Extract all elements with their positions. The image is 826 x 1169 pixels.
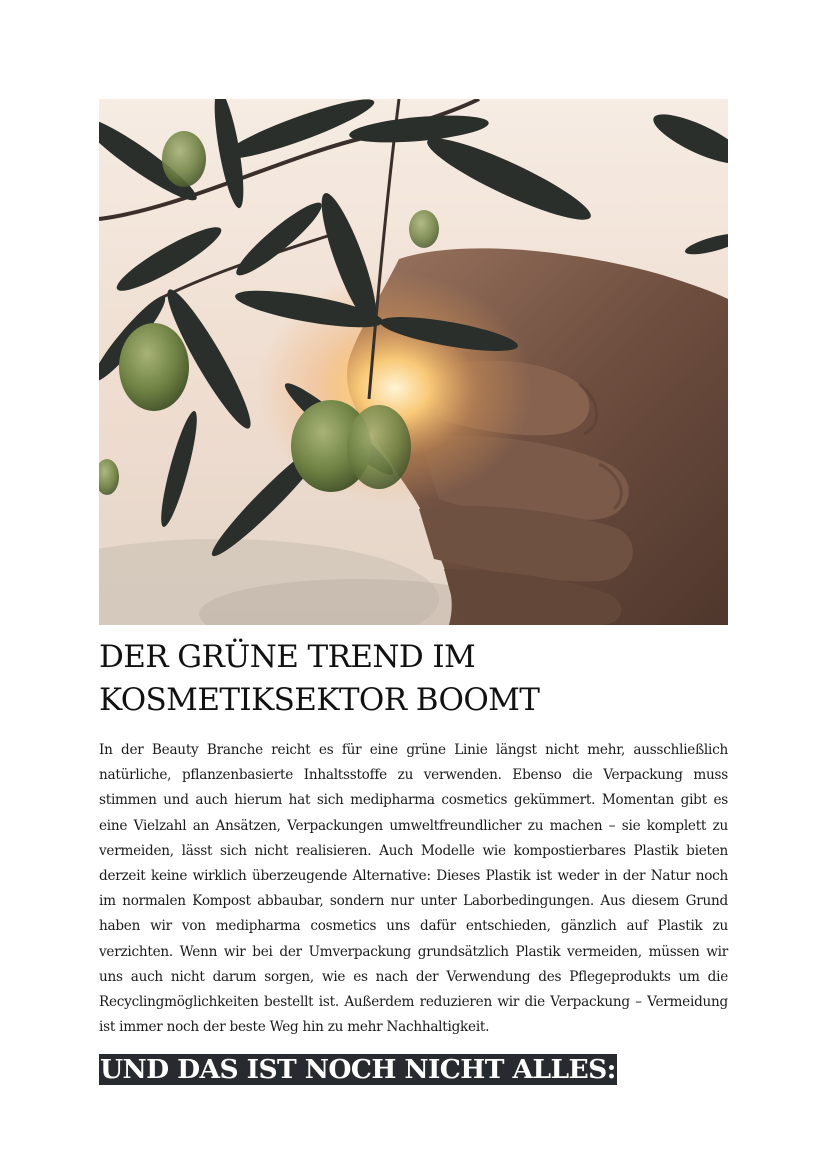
section-subheading [99,1052,617,1087]
subheading-label: UND DAS IST NOCH NICHT ALLES: [100,1054,616,1085]
olive-branch-photo [99,99,728,625]
hero-photo [99,99,728,625]
article-headline: DER GRÜNE TREND IM KOSMETIKSEKTOR BOOMT [99,639,540,718]
article-body: In der Beauty Branche reicht es für eine grüne Linie längst nicht mehr, ausschließlich natürliche, pflanzenbasierte Inhaltsstoffe zu verwenden. Ebenso die Verpackung muss stimmen und auch hierum hat sich medipharma cosmetics gekümmert. Momentan gibt es eine Vielzahl an Ansätzen, Verpackungen umweltfreundlicher zu machen – sie komplett zu vermeiden, lässt sich nicht realisieren. Auch Modelle wie kompostierbares Plastik bieten derzeit keine wirklich überzeugende Alternative: Dieses Plastik ist weder in der Natur noch im normalen Kompost abbaubar, sondern nur unter Laborbedingungen. Aus diesem Grund haben wir von medipharma cosmetics uns dafür entschieden, gänzlich auf Plastik zu verzichten. Wenn wir bei der Umverpackung grundsätzlich Plastik vermeiden, müssen wir uns auch nicht darum sorgen, wie es nach der Verwendung des Pflegeprodukts um die Recyclingmöglichkeiten bestellt ist. Außerdem reduzieren wir die Verpackung – Vermeidung ist immer noch der beste Weg hin zu mehr Nachhaltigkeit. [99,742,728,1036]
